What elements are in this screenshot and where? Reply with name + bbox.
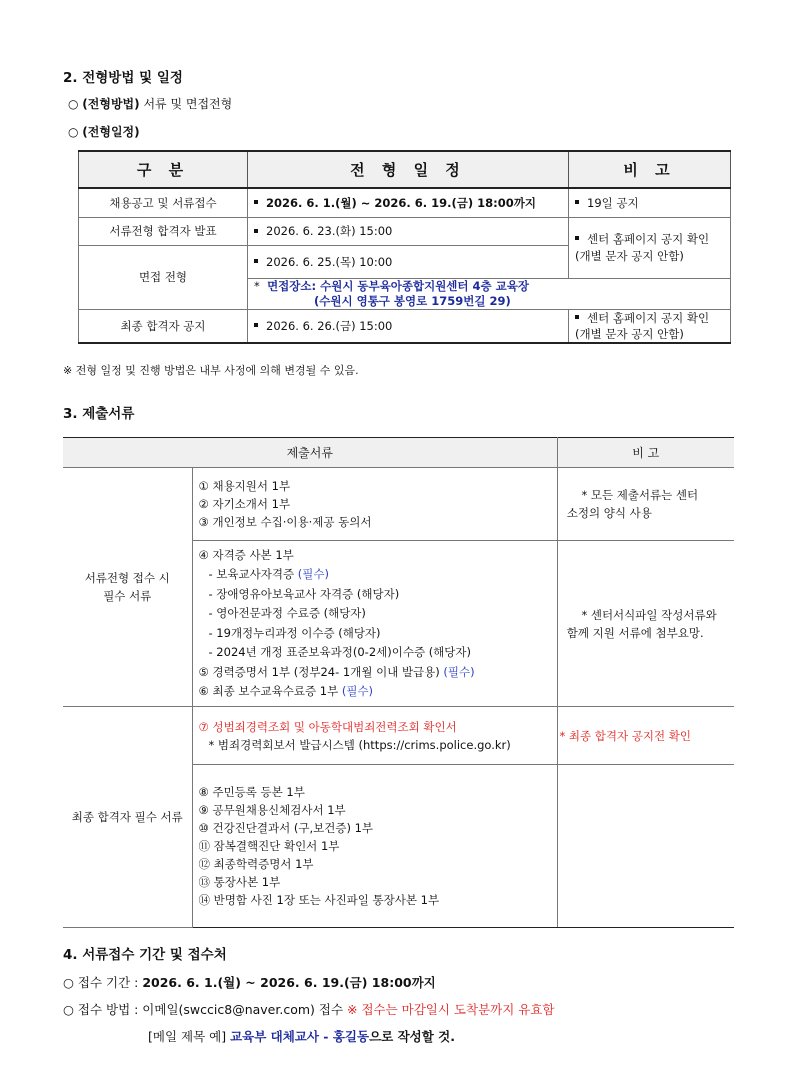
list-item: * 범죄경력회보서 발급시스템 (https://crims.police.go.kr) <box>208 737 511 752</box>
schedule-date: 2026. 6. 26.(금) 15:00 <box>248 309 569 343</box>
schedule-header: 구 분 <box>79 151 248 188</box>
list-item: - 19개정누리과정 이수증 (해당자) <box>208 625 381 640</box>
list-item: ⑥ 최종 보수교육수료증 1부 (필수) <box>198 684 374 698</box>
schedule-note: 19일 공지 <box>569 188 731 217</box>
group-label-final: 최종 합격자 필수 서류 <box>63 707 192 928</box>
list-item: ② 자기소개서 1부 <box>198 497 291 511</box>
section-2-title: 2. 전형방법 및 일정 <box>63 70 183 86</box>
bullet-icon <box>254 259 258 263</box>
schedule-label: 서류전형 합격자 발표 <box>79 217 248 245</box>
schedule-note: 센터 홈페이지 공지 확인 (개별 문자 공지 안함) <box>569 217 731 278</box>
documents-table <box>63 437 734 928</box>
schedule-header-row <box>79 151 731 188</box>
schedule-label: 최종 합격자 공지 <box>79 309 248 343</box>
schedule-line: ○ (전형일정) <box>68 125 140 139</box>
list-item: - 보육교사자격증 (필수) <box>208 567 329 581</box>
schedule-note: 센터 홈페이지 공지 확인 (개별 문자 공지 안함) <box>569 309 731 343</box>
table-row <box>63 468 734 541</box>
table-row <box>79 309 731 343</box>
list-item: ⑤ 경력증명서 1부 (정부24- 1개월 이내 발급용) (필수) <box>198 664 475 679</box>
list-item: ⑪ 잠복결핵진단 확인서 1부 <box>198 839 340 853</box>
schedule-header: 비 고 <box>569 151 731 188</box>
table-row <box>79 188 731 217</box>
table-row <box>63 707 734 765</box>
period-line: ○ 접수 기간 : 2026. 6. 1.(월) ~ 2026. 6. 19.(금) 18:00까지 <box>63 975 436 990</box>
list-item: ⑬ 통장사본 1부 <box>198 875 281 889</box>
document-note-empty <box>557 765 734 928</box>
schedule-date: 2026. 6. 1.(월) ~ 2026. 6. 19.(금) 18:00까지 <box>248 188 569 217</box>
method-line: ○ 접수 방법 : 이메일(swccic8@naver.com) 접수 ※ 접수는 마감일시 도착분까지 유효함 <box>63 1002 555 1017</box>
table-row <box>79 217 731 245</box>
section-3-title: 3. 제출서류 <box>63 406 135 422</box>
schedule-label: 채용공고 및 서류접수 <box>79 188 248 217</box>
documents-header: 제출서류 <box>63 438 557 468</box>
documents-header-row <box>63 438 734 468</box>
schedule-label: 면접 전형 <box>79 245 248 309</box>
bullet-icon <box>575 236 579 240</box>
bullet-icon <box>575 315 579 319</box>
bullet-icon <box>254 200 258 204</box>
method-line: ○ (전형방법) 서류 및 면접전형 <box>68 97 233 111</box>
interview-venue: * 면접장소: 수원시 동부육아종합지원센터 4층 교육장 (수원시 영통구 봉영로 1759번길 29) <box>248 278 731 309</box>
subject-line: [메일 제목 예] 교육부 대체교사 - 홍길동으로 작성할 것. <box>148 1029 455 1044</box>
schedule-date: 2026. 6. 23.(화) 15:00 <box>248 217 569 245</box>
document-list <box>192 765 557 928</box>
group-label-screening: 서류전형 접수 시 필수 서류 <box>63 468 192 707</box>
list-item: ⑧ 주민등록 등본 1부 <box>198 785 305 799</box>
list-item: ⑨ 공무원채용신체검사서 1부 <box>198 803 346 817</box>
list-item: ⑫ 최종학력증명서 1부 <box>198 857 314 871</box>
list-item: ① 채용지원서 1부 <box>198 479 291 493</box>
bullet-icon <box>575 200 579 204</box>
document-note: * 센터서식파일 작성서류와 함께 지원 서류에 첨부요망. <box>557 541 734 707</box>
list-item: - 영아전문과정 수료증 (해당자) <box>208 606 366 620</box>
section-4-title: 4. 서류접수 기간 및 접수처 <box>63 947 227 963</box>
document-note: * 모든 제출서류는 센터 소정의 양식 사용 <box>557 468 734 541</box>
list-item: ③ 개인정보 수집·이용·제공 동의서 <box>198 515 372 529</box>
list-item: ⑩ 건강진단결과서 (구,보건증) 1부 <box>198 821 374 835</box>
document-note: * 최종 합격자 공지전 확인 <box>557 707 734 765</box>
list-item: ⑭ 반명함 사진 1장 또는 사진파일 통장사본 1부 <box>198 893 440 907</box>
schedule-date: 2026. 6. 25.(목) 10:00 <box>248 245 569 278</box>
document-list <box>192 707 557 765</box>
list-item: ⑦ 성범죄경력조회 및 아동학대범죄전력조회 확인서 <box>198 719 457 734</box>
document-list <box>192 468 557 541</box>
documents-header: 비 고 <box>557 438 734 468</box>
schedule-table <box>78 150 731 344</box>
bullet-icon <box>254 229 258 233</box>
list-item: - 장애영유아보육교사 자격증 (해당자) <box>208 586 400 601</box>
document-list <box>192 541 557 707</box>
schedule-footnote: ※ 전형 일정 및 진행 방법은 내부 사정에 의해 변경될 수 있음. <box>63 364 359 377</box>
bullet-icon <box>254 323 258 327</box>
list-item: - 2024년 개정 표준보육과정(0-2세)이수증 (해당자) <box>208 645 472 659</box>
schedule-header: 전 형 일 정 <box>248 151 569 188</box>
list-item: ④ 자격증 사본 1부 <box>198 547 294 562</box>
